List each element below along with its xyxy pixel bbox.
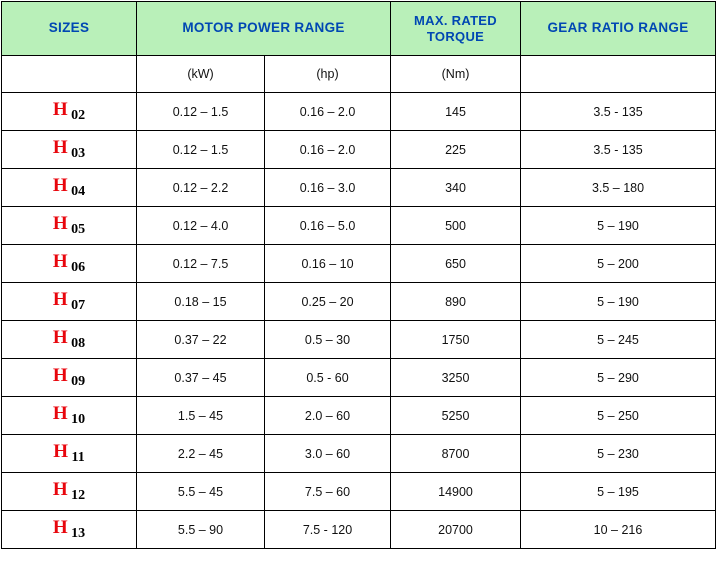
cell-size [2, 473, 137, 511]
size-number: 10 [71, 411, 86, 427]
size-letter: H [52, 251, 69, 273]
cell-kw: 0.12 – 1.5 [137, 131, 265, 169]
size-number: 07 [71, 297, 86, 313]
cell-kw: 5.5 – 90 [137, 511, 265, 549]
cell-kw: 5.5 – 45 [137, 473, 265, 511]
size-number: 11 [71, 449, 85, 465]
cell-kw: 0.37 – 22 [137, 321, 265, 359]
size-letter: H [52, 479, 69, 501]
column-header-gear-ratio-range: GEAR RATIO RANGE [521, 2, 716, 56]
cell-ratio: 5 – 190 [521, 283, 716, 321]
cell-hp: 2.0 – 60 [265, 397, 391, 435]
cell-torque: 8700 [391, 435, 521, 473]
cell-hp: 0.16 – 10 [265, 245, 391, 283]
cell-ratio: 10 – 216 [521, 511, 716, 549]
unit-cell-hp: (hp) [265, 56, 391, 93]
cell-ratio: 5 – 250 [521, 397, 716, 435]
size-number: 05 [71, 221, 86, 237]
cell-hp: 0.16 – 3.0 [265, 169, 391, 207]
table-row [2, 207, 716, 245]
table-header [2, 2, 716, 93]
cell-torque: 14900 [391, 473, 521, 511]
cell-size [2, 397, 137, 435]
cell-ratio: 5 – 290 [521, 359, 716, 397]
cell-torque: 1750 [391, 321, 521, 359]
table-row [2, 283, 716, 321]
unit-cell-sizes [2, 56, 137, 93]
cell-ratio: 5 – 195 [521, 473, 716, 511]
cell-torque: 890 [391, 283, 521, 321]
cell-hp: 0.5 - 60 [265, 359, 391, 397]
size-number: 13 [71, 525, 86, 541]
cell-torque: 225 [391, 131, 521, 169]
column-header-sizes: SIZES [2, 2, 137, 56]
cell-ratio: 3.5 - 135 [521, 131, 716, 169]
cell-kw: 0.37 – 45 [137, 359, 265, 397]
cell-hp: 3.0 – 60 [265, 435, 391, 473]
unit-cell-ratio [521, 56, 716, 93]
column-header-max-rated-torque: MAX. RATED TORQUE [391, 2, 521, 56]
size-number: 09 [71, 373, 86, 389]
table-row [2, 93, 716, 131]
cell-size [2, 321, 137, 359]
table-row [2, 435, 716, 473]
cell-kw: 0.18 – 15 [137, 283, 265, 321]
size-letter: H [52, 289, 69, 311]
table-row [2, 397, 716, 435]
units-row [2, 56, 716, 93]
size-letter: H [53, 441, 69, 463]
size-number: 06 [71, 259, 86, 275]
cell-torque: 145 [391, 93, 521, 131]
cell-size [2, 359, 137, 397]
cell-torque: 650 [391, 245, 521, 283]
size-number: 02 [71, 107, 86, 123]
cell-size [2, 93, 137, 131]
cell-torque: 20700 [391, 511, 521, 549]
column-header-motor-power-range: MOTOR POWER RANGE [137, 2, 391, 56]
size-letter: H [52, 99, 69, 121]
cell-ratio: 3.5 - 135 [521, 93, 716, 131]
size-number: 08 [71, 335, 86, 351]
cell-torque: 3250 [391, 359, 521, 397]
size-letter: H [52, 137, 69, 159]
size-letter: H [52, 403, 69, 425]
size-number: 12 [71, 487, 86, 503]
cell-size [2, 169, 137, 207]
cell-kw: 2.2 – 45 [137, 435, 265, 473]
cell-size [2, 245, 137, 283]
cell-size [2, 207, 137, 245]
gearbox-size-table [1, 1, 716, 549]
table-row [2, 511, 716, 549]
table-body [2, 93, 716, 549]
cell-kw: 0.12 – 4.0 [137, 207, 265, 245]
cell-kw: 0.12 – 1.5 [137, 93, 265, 131]
cell-hp: 0.25 – 20 [265, 283, 391, 321]
cell-size [2, 283, 137, 321]
size-number: 04 [71, 183, 86, 199]
table-row [2, 245, 716, 283]
size-letter: H [52, 365, 69, 387]
cell-hp: 7.5 - 120 [265, 511, 391, 549]
cell-torque: 500 [391, 207, 521, 245]
table-row [2, 169, 716, 207]
unit-cell-nm: (Nm) [391, 56, 521, 93]
cell-hp: 0.16 – 2.0 [265, 131, 391, 169]
cell-size [2, 511, 137, 549]
size-letter: H [52, 175, 69, 197]
cell-size [2, 131, 137, 169]
cell-hp: 0.5 – 30 [265, 321, 391, 359]
unit-cell-kw: (kW) [137, 56, 265, 93]
cell-ratio: 5 – 190 [521, 207, 716, 245]
size-letter: H [52, 213, 69, 235]
cell-hp: 7.5 – 60 [265, 473, 391, 511]
cell-kw: 0.12 – 2.2 [137, 169, 265, 207]
cell-ratio: 5 – 230 [521, 435, 716, 473]
size-letter: H [52, 517, 69, 539]
size-letter: H [52, 327, 69, 349]
cell-hp: 0.16 – 2.0 [265, 93, 391, 131]
table-row [2, 473, 716, 511]
table-row [2, 131, 716, 169]
cell-hp: 0.16 – 5.0 [265, 207, 391, 245]
table-row [2, 321, 716, 359]
cell-ratio: 5 – 200 [521, 245, 716, 283]
cell-kw: 0.12 – 7.5 [137, 245, 265, 283]
cell-size [2, 435, 137, 473]
cell-torque: 5250 [391, 397, 521, 435]
size-number: 03 [71, 145, 86, 161]
cell-ratio: 3.5 – 180 [521, 169, 716, 207]
cell-kw: 1.5 – 45 [137, 397, 265, 435]
table-row [2, 359, 716, 397]
cell-ratio: 5 – 245 [521, 321, 716, 359]
cell-torque: 340 [391, 169, 521, 207]
header-row [2, 2, 716, 56]
